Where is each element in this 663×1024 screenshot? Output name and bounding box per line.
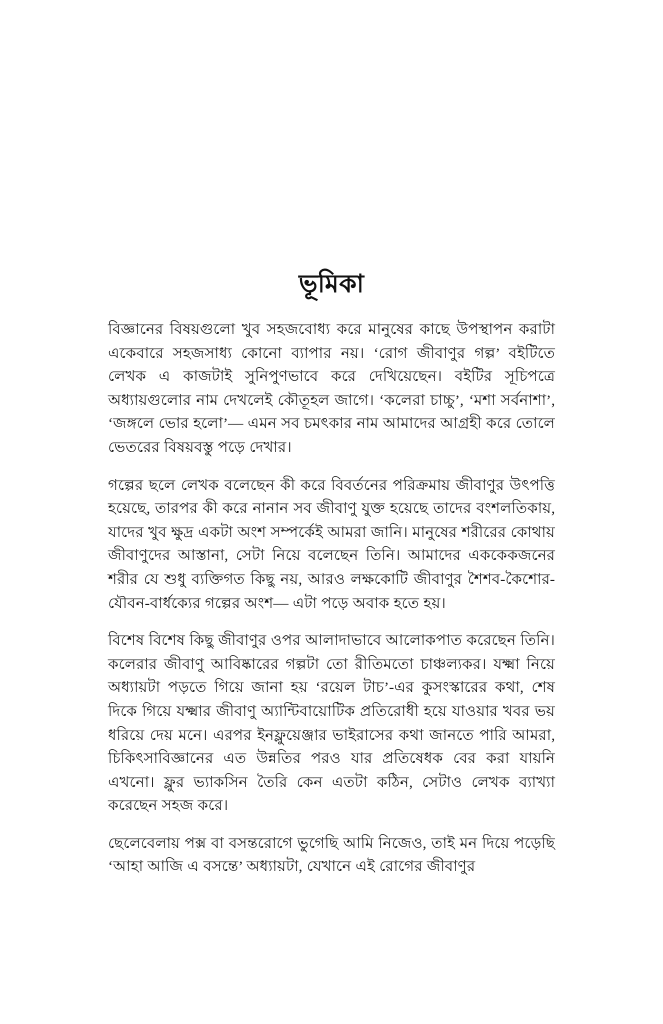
body-paragraph: বিশেষ বিশেষ কিছু জীবাণুর ওপর আলাদাভাবে আলোকপাত করেছেন তিনি। কলেরার জীবাণু আবিষ্কারের গল্পটা তো রীতিমতো চাঞ্চল্যকর। যক্ষ্মা নিয়ে অধ্যায়টা পড়তে গিয়ে জানা হয় ‘রয়েল টাচ’-এর কুসংস্কারের কথা, শেষ দিকে গিয়ে যক্ষ্মার জীবাণু অ্যান্টিবায়োটিক প্রতিরোধী হয়ে যাওয়ার খবর ভয় ধরিয়ে দেয় মনে। এরপর ইনফ্লুয়েঞ্জার ভাইরাসের কথা জানতে পারি আমরা, চিকিৎসাবিজ্ঞানের এত উন্নতির পরও যার প্রতিষেধক বের করা যায়নি এখনো। ফ্লুর ভ্যাকসিন তৈরি কেন এতটা কঠিন, সেটাও লেখক ব্যাখ্যা করেছেন সহজ করে। [108, 632, 555, 815]
body-paragraph: বিজ্ঞানের বিষয়গুলো খুব সহজবোধ্য করে মানুষের কাছে উপস্থাপন করাটা একেবারে সহজসাধ্য কোনো ব্যাপার নয়। ‘রোগ জীবাণুর গল্প’ বইটিতে লেখক এ কাজটাই সুনিপুণভাবে করে দেখিয়েছেন। বইটির সূচিপত্রে অধ্যায়গুলোর নাম দেখলেই কৌতূহল জাগে। ‘কলেরা চাচ্চু’, ‘মশা সর্বনাশা’, ‘জঙ্গলে ভোর হলো’— এমন সব চমৎকার নাম আমাদের আগ্রহী করে তোলে ভেতরের বিষয়বস্তু পড়ে দেখার। [108, 321, 555, 456]
page-content-area [108, 268, 555, 879]
page-title: ভূমিকা [298, 271, 365, 298]
body-paragraph: ছেলেবেলায় পক্স বা বসন্তরোগে ভুগেছি আমি নিজেও, তাই মন দিয়ে পড়েছি ‘আহা আজি এ বসন্তে’ অধ্যায়টা, যেখানে এই রোগের জীবাণুর [108, 834, 555, 876]
body-paragraph: গল্পের ছলে লেখক বলেছেন কী করে বিবর্তনের পরিক্রমায় জীবাণুর উৎপত্তি হয়েছে, তারপর কী করে নানান সব জীবাণু যুক্ত হয়েছে তাদের বংশলতিকায়, যাদের খুব ক্ষুদ্র একটা অংশ সম্পর্কেই আমরা জানি। মানুষের শরীরের কোথায় জীবাণুদের আস্তানা, সেটা নিয়ে বলেছেন তিনি। আমাদের এককেকজনের শরীর যে শুধু ব্যক্তিগত কিছু নয়, আরও লক্ষকোটি জীবাণুর শৈশব-কৈশোর-যৌবন-বার্ধক্যের গল্পের অংশ— এটা পড়ে অবাক হতে হয়। [108, 476, 555, 612]
